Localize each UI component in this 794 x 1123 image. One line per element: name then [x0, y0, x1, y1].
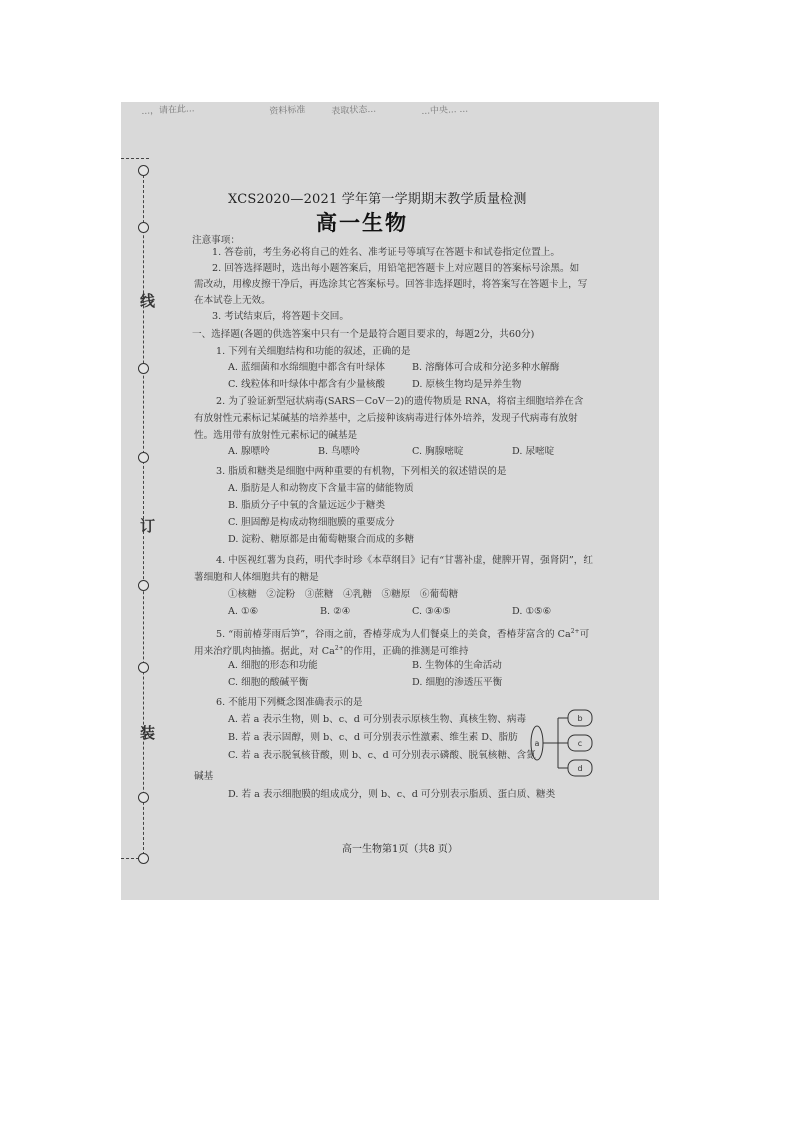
concept-diagram	[528, 706, 604, 780]
option-b: B. 鸟嘌呤	[318, 446, 360, 457]
option-b: B. 若 a 表示固醇，则 b、c、d 可分别表示性激素、维生素 D、脂肪	[228, 732, 518, 743]
sugar-list: ①核糖 ②淀粉 ③蔗糖 ④乳糖 ⑤糖原 ⑥葡萄糖	[228, 589, 459, 600]
notice-line: 3. 考试结束后，将答题卡交回。	[212, 311, 349, 322]
option-c: C. 细胞的酸碱平衡	[228, 677, 309, 688]
binding-hole	[138, 853, 149, 864]
binding-label: 装	[140, 724, 156, 742]
binding-hole	[138, 452, 149, 463]
option-d: D. 原核生物均是异养生物	[412, 379, 522, 390]
binding-hole	[138, 363, 149, 374]
question-stem: 5. “雨前椿芽雨后笋”，谷雨之前，香椿芽成为人们餐桌上的美食，香椿芽富含的 $Ca^{2+}$可	[216, 628, 590, 641]
option-a: A. 脂肪是人和动物皮下含量丰富的储能物质	[228, 483, 414, 494]
notice-line: 2. 回答选择题时，选出每小题答案后，用铅笔把答题卡上对应题目的答案标号涂黑。如	[212, 263, 580, 274]
question-stem: 2. 为了验证新型冠状病毒(SARS－CoV－2)的遗传物质是 RNA，将宿主细胞培养在含	[216, 396, 584, 407]
binding-line	[121, 158, 149, 159]
option-b: B. 生物体的生命活动	[412, 660, 502, 671]
binding-label: 订	[140, 517, 156, 535]
question-stem: 薯细胞和人体细胞共有的糖是	[194, 572, 319, 583]
option-d: D. 淀粉、糖原都是由葡萄糖聚合而成的多糖	[228, 534, 415, 545]
option-a: A. 若 a 表示生物，则 b、c、d 可分别表示原核生物、真核生物、病毒	[228, 714, 527, 725]
binding-hole	[138, 662, 149, 673]
binding-hole	[138, 580, 149, 591]
notice-line: 在本试卷上无效。	[194, 295, 271, 306]
bleed-text: ...，请在此...	[141, 104, 195, 117]
option-d: D. 若 a 表示细胞膜的组成成分，则 b、c、d 可分别表示脂质、蛋白质、糖类	[228, 789, 556, 800]
question-stem: 1. 下列有关细胞结构和功能的叙述，正确的是	[216, 346, 411, 357]
option-d: D. 细胞的渗透压平衡	[412, 677, 503, 688]
option-b: B. 脂质分子中氧的含量远远少于糖类	[228, 500, 386, 511]
binding-label: 线	[140, 292, 156, 310]
option-c: C. ③④⑤	[412, 606, 451, 617]
notice-line: 1. 答卷前，考生务必将自己的姓名、准考证号等填写在答题卡和试卷指定位置上。	[212, 247, 560, 258]
node-c-label: c	[577, 739, 583, 748]
option-b: B. 溶酶体可合成和分泌多种水解酶	[412, 362, 560, 373]
option-b: B. ②④	[320, 606, 351, 617]
question-stem: 性。选用带有放射性元素标记的碱基是	[194, 430, 358, 441]
node-a-label: a	[534, 739, 540, 748]
question-stem: 4. 中医视红薯为良药，明代李时珍《本草纲目》记有“甘薯补虚，健脾开胃，强肾阴”，红	[216, 555, 593, 566]
subject-title: 高一生物	[316, 210, 408, 235]
bleed-text: 资料标准	[269, 105, 306, 117]
binding-hole	[138, 222, 149, 233]
bleed-text: ...中央... ...	[421, 104, 469, 117]
question-stem: 用来治疗肌肉抽搐。据此，对 $Ca^{2+}$的作用，正确的推测是可维持	[194, 645, 469, 658]
option-c: C. 若 a 表示脱氧核苷酸，则 b、c、d 可分别表示磷酸、脱氧核糖、含氮	[228, 750, 536, 761]
page-footer: 高一生物第1页（共8 页）	[342, 844, 458, 855]
question-stem: 3. 脂质和糖类是细胞中两种重要的有机物，下列相关的叙述错误的是	[216, 466, 507, 477]
section-heading: 一、选择题(各题的供选答案中只有一个是最符合题目要求的，每题2分，共60分)	[192, 329, 535, 340]
option-d: D. 尿嘧啶	[512, 446, 555, 457]
binding-hole	[138, 792, 149, 803]
option-c: C. 胸腺嘧啶	[412, 446, 464, 457]
option-d: D. ①⑤⑥	[512, 606, 552, 617]
option-a: A. 蓝细菌和水绵细胞中都含有叶绿体	[228, 362, 385, 373]
node-d-label: d	[577, 764, 583, 773]
node-b-label: b	[577, 714, 583, 723]
option-c: C. 胆固醇是构成动物细胞膜的重要成分	[228, 517, 395, 528]
question-stem: 6. 不能用下列概念图准确表示的是	[216, 697, 363, 708]
option-c: C. 线粒体和叶绿体中都含有少量核酸	[228, 379, 386, 390]
notice-heading: 注意事项：	[192, 235, 240, 246]
question-stem: 有放射性元素标记某碱基的培养基中，之后接种该病毒进行体外培养，发现子代病毒有放射	[194, 413, 578, 424]
option-a: A. ①⑥	[228, 606, 259, 617]
binding-hole	[138, 165, 149, 176]
option-a: A. 细胞的形态和功能	[228, 660, 318, 671]
option-a: A. 腺嘌呤	[228, 446, 270, 457]
bleed-text: 表取状态...	[331, 104, 377, 117]
option-c-continued: 碱基	[194, 771, 214, 782]
exam-title: XCS2020—2021 学年第一学期期末教学质量检测	[228, 192, 527, 207]
notice-line: 需改动，用橡皮擦干净后，再选涂其它答案标号。回答非选择题时，将答案写在答题卡上，写	[194, 279, 588, 290]
